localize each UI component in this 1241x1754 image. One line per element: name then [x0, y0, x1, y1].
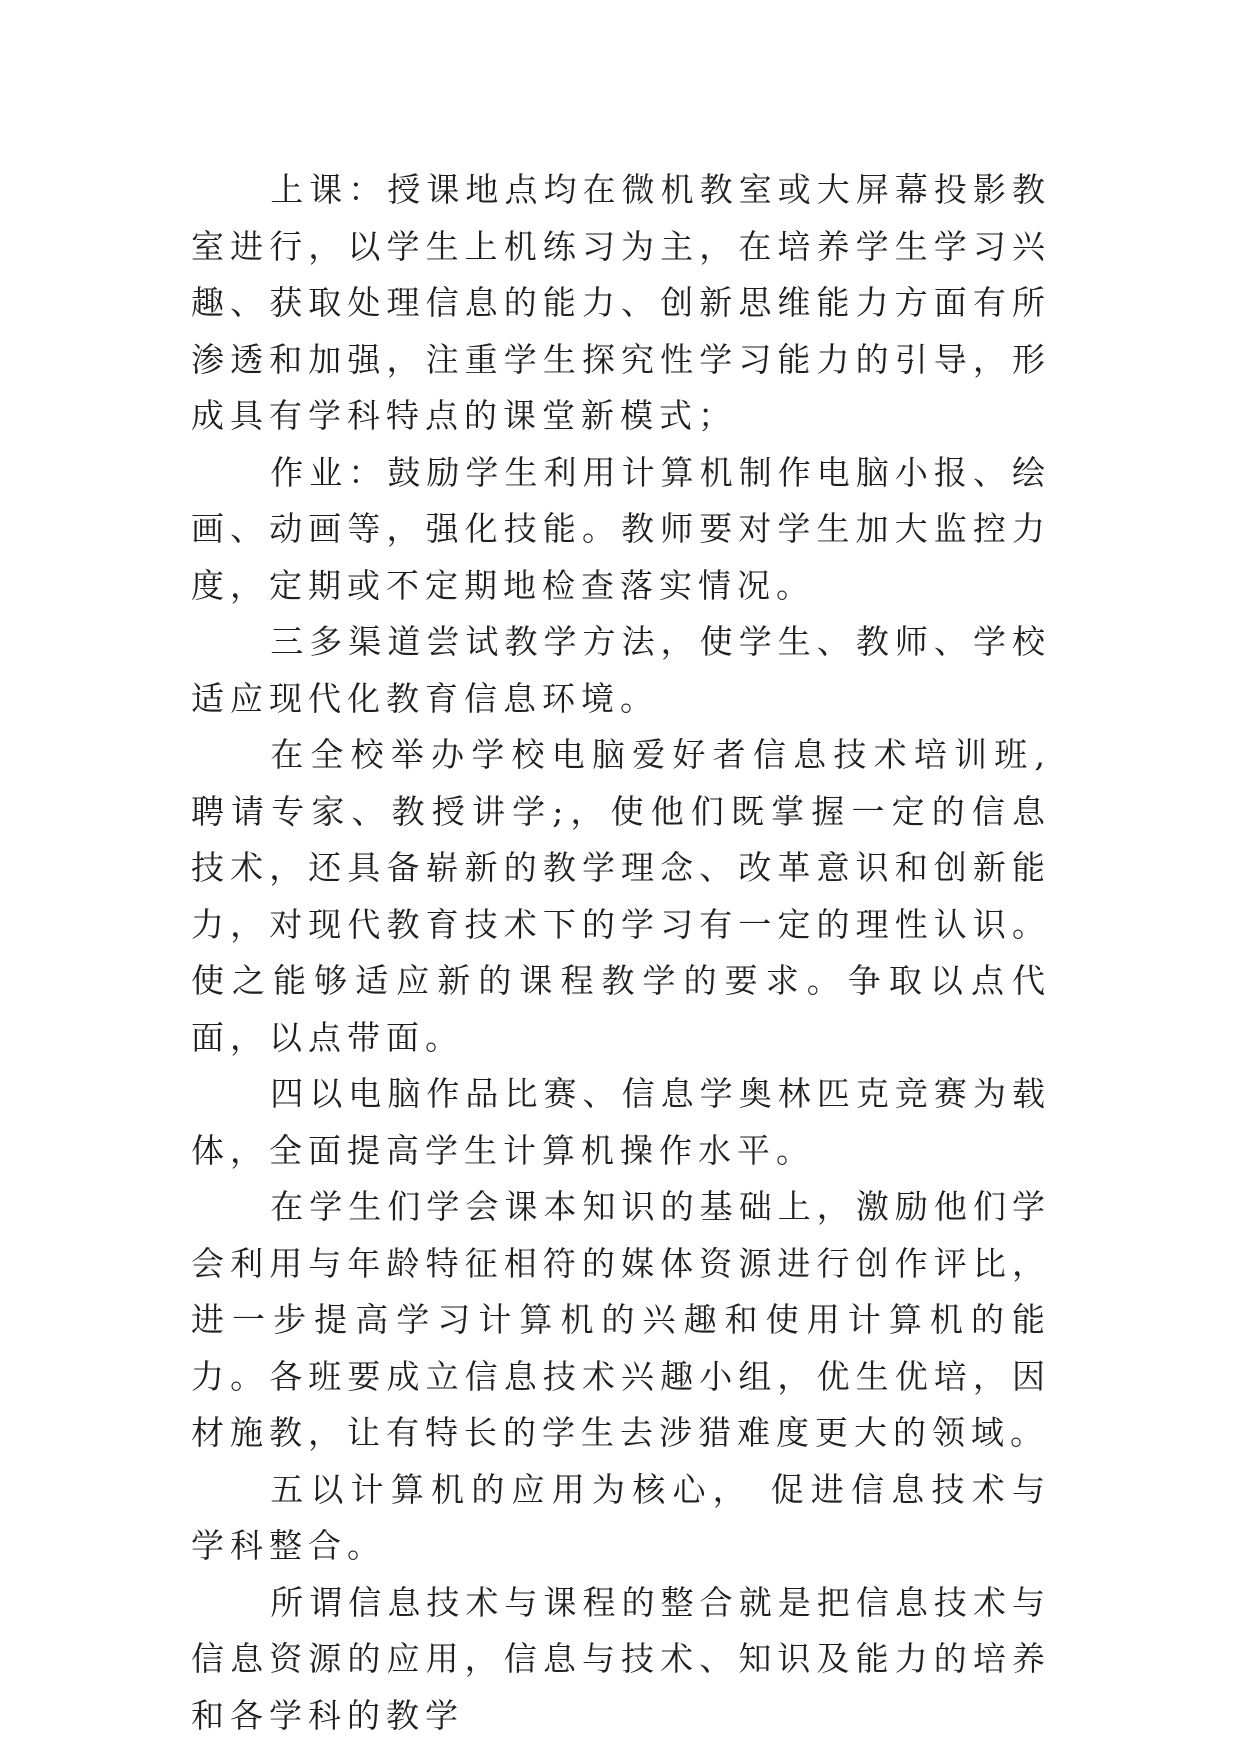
paragraph-class-activity: 上课：授课地点均在微机教室或大屏幕投影教室进行，以学生上机练习为主，在培养学生学习兴趣、获取处理信息的能力、创新思维能力方面有所渗透和加强，注重学生探究性学习能力的引导，形成具有学科特点的课堂新模式；: [191, 170, 1051, 435]
document-body: [191, 162, 1051, 1744]
paragraph-section-three-heading: 三多渠道尝试教学方法，使学生、教师、学校适应现代化教育信息环境。: [191, 622, 1051, 718]
paragraph-integration-definition: 所谓信息技术与课程的整合就是把信息技术与信息资源的应用，信息与技术、知识及能力的培养和各学科的教学: [191, 1582, 1051, 1735]
paragraph-homework: 作业：鼓励学生利用计算机制作电脑小报、绘画、动画等，强化技能。教师要对学生加大监控力度，定期或不定期地检查落实情况。: [191, 452, 1051, 605]
paragraph-section-five-heading: 五以计算机的应用为核心， 促进信息技术与学科整合。: [191, 1469, 1051, 1565]
paragraph-student-creation: 在学生们学会课本知识的基础上，激励他们学会利用与年龄特征相符的媒体资源进行创作评比，进一步提高学习计算机的兴趣和使用计算机的能力。各班要成立信息技术兴趣小组，优生优培，因材施教，让有特长的学生去涉猎难度更大的领域。: [191, 1187, 1051, 1452]
paragraph-training-class: 在全校举办学校电脑爱好者信息技术培训班,聘请专家、教授讲学;，使他们既掌握一定的信息技术，还具备崭新的教学理念、改革意识和创新能力，对现代教育技术下的学习有一定的理性认识。使之能够适应新的课程教学的要求。争取以点代面，以点带面。: [191, 735, 1051, 1057]
paragraph-section-four-heading: 四以电脑作品比赛、信息学奥林匹克竞赛为载体，全面提高学生计算机操作水平。: [191, 1074, 1051, 1170]
